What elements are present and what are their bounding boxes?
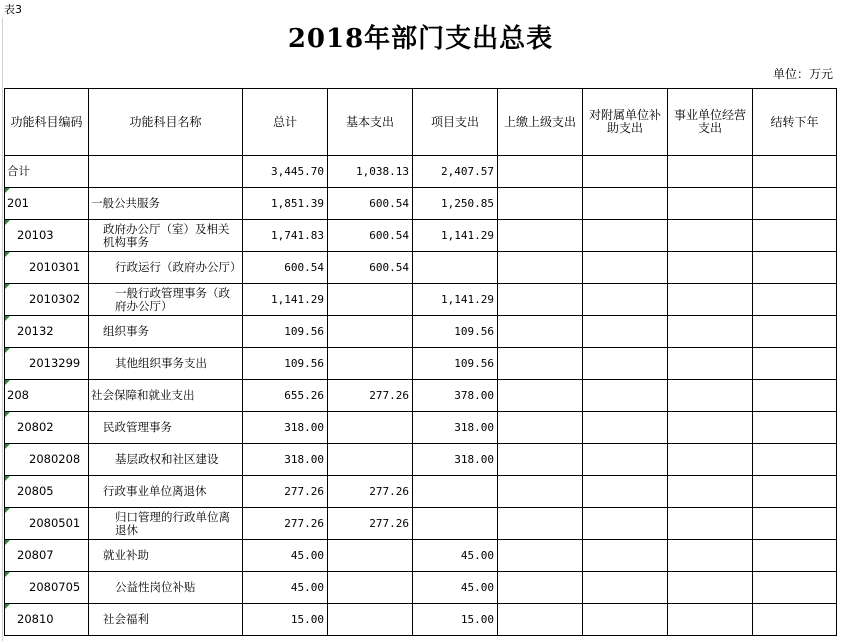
upper-cell xyxy=(498,508,583,540)
total-cell: 655.26 xyxy=(243,380,328,412)
total-cell: 318.00 xyxy=(243,444,328,476)
project-cell: 45.00 xyxy=(413,572,498,604)
carryover-cell xyxy=(753,508,837,540)
operation-cell xyxy=(668,572,753,604)
cell-marker-icon xyxy=(5,252,10,257)
project-cell: 2,407.57 xyxy=(413,156,498,188)
operation-cell xyxy=(668,284,753,316)
upper-cell xyxy=(498,380,583,412)
upper-cell xyxy=(498,604,583,636)
table-row xyxy=(5,252,837,284)
carryover-cell xyxy=(753,604,837,636)
operation-cell xyxy=(668,444,753,476)
name-cell: 基层政权和社区建设 xyxy=(89,444,243,476)
operation-cell xyxy=(668,604,753,636)
sheet-label: 表3 xyxy=(4,3,22,16)
subsidy-cell xyxy=(583,188,668,220)
code-cell: 2080208 xyxy=(5,444,89,476)
code-cell: 合计 xyxy=(5,156,89,188)
cell-marker-icon xyxy=(5,540,10,545)
carryover-cell xyxy=(753,540,837,572)
page-title: 2018年部门支出总表 xyxy=(287,24,554,54)
name-cell: 行政事业单位离退休 xyxy=(89,476,243,508)
name-cell: 归口管理的行政单位离退休 xyxy=(89,508,243,540)
subsidy-cell xyxy=(583,252,668,284)
operation-cell xyxy=(668,540,753,572)
header-carryover: 结转下年 xyxy=(753,89,837,156)
table-row xyxy=(5,572,837,604)
basic-cell: 277.26 xyxy=(328,508,413,540)
carryover-cell xyxy=(753,252,837,284)
basic-cell xyxy=(328,540,413,572)
table-row xyxy=(5,156,837,188)
subsidy-cell xyxy=(583,220,668,252)
total-cell: 3,445.70 xyxy=(243,156,328,188)
unit-label: 单位：万元 xyxy=(772,67,833,81)
subsidy-cell xyxy=(583,284,668,316)
cell-marker-icon xyxy=(5,284,10,289)
basic-cell xyxy=(328,412,413,444)
cell-marker-icon xyxy=(5,444,10,449)
subsidy-cell xyxy=(583,572,668,604)
operation-cell xyxy=(668,380,753,412)
project-cell: 15.00 xyxy=(413,604,498,636)
table-row xyxy=(5,188,837,220)
basic-cell: 277.26 xyxy=(328,380,413,412)
basic-cell xyxy=(328,572,413,604)
basic-cell xyxy=(328,316,413,348)
code-cell: 2080501 xyxy=(5,508,89,540)
total-cell: 1,851.39 xyxy=(243,188,328,220)
code-cell: 208 xyxy=(5,380,89,412)
name-cell: 一般公共服务 xyxy=(89,188,243,220)
total-cell: 277.26 xyxy=(243,476,328,508)
name-cell: 政府办公厅（室）及相关机构事务 xyxy=(89,220,243,252)
table-header-row xyxy=(5,89,837,156)
upper-cell xyxy=(498,156,583,188)
code-cell: 2080705 xyxy=(5,572,89,604)
name-cell: 其他组织事务支出 xyxy=(89,348,243,380)
subsidy-cell xyxy=(583,508,668,540)
basic-cell xyxy=(328,284,413,316)
upper-cell xyxy=(498,348,583,380)
upper-cell xyxy=(498,252,583,284)
cell-marker-icon xyxy=(5,604,10,609)
subsidy-cell xyxy=(583,380,668,412)
table-row xyxy=(5,540,837,572)
name-cell: 社会福利 xyxy=(89,604,243,636)
carryover-cell xyxy=(753,380,837,412)
table-row xyxy=(5,476,837,508)
upper-cell xyxy=(498,284,583,316)
operation-cell xyxy=(668,252,753,284)
upper-cell xyxy=(498,476,583,508)
project-cell: 1,141.29 xyxy=(413,284,498,316)
subsidy-cell xyxy=(583,316,668,348)
basic-cell: 600.54 xyxy=(328,252,413,284)
cell-marker-icon xyxy=(5,316,10,321)
operation-cell xyxy=(668,348,753,380)
basic-cell xyxy=(328,604,413,636)
total-cell: 318.00 xyxy=(243,412,328,444)
code-cell: 20802 xyxy=(5,412,89,444)
cell-marker-icon xyxy=(5,412,10,417)
upper-cell xyxy=(498,412,583,444)
code-cell: 20132 xyxy=(5,316,89,348)
subsidy-cell xyxy=(583,348,668,380)
code-cell: 2013299 xyxy=(5,348,89,380)
name-cell: 公益性岗位补贴 xyxy=(89,572,243,604)
total-cell: 109.56 xyxy=(243,316,328,348)
upper-cell xyxy=(498,220,583,252)
table-row xyxy=(5,316,837,348)
project-cell: 109.56 xyxy=(413,348,498,380)
name-cell: 组织事务 xyxy=(89,316,243,348)
code-cell: 20807 xyxy=(5,540,89,572)
subsidy-cell xyxy=(583,476,668,508)
subsidy-cell xyxy=(583,540,668,572)
subsidy-cell xyxy=(583,444,668,476)
upper-cell xyxy=(498,540,583,572)
code-cell: 2010301 xyxy=(5,252,89,284)
cell-marker-icon xyxy=(5,572,10,577)
cell-marker-icon xyxy=(5,348,10,353)
subsidy-cell xyxy=(583,412,668,444)
code-cell: 2010302 xyxy=(5,284,89,316)
carryover-cell xyxy=(753,316,837,348)
project-cell xyxy=(413,508,498,540)
project-cell xyxy=(413,476,498,508)
total-cell: 1,741.83 xyxy=(243,220,328,252)
cell-marker-icon xyxy=(5,508,10,513)
carryover-cell xyxy=(753,156,837,188)
project-cell: 109.56 xyxy=(413,316,498,348)
carryover-cell xyxy=(753,348,837,380)
carryover-cell xyxy=(753,220,837,252)
cell-marker-icon xyxy=(5,220,10,225)
code-cell: 20805 xyxy=(5,476,89,508)
operation-cell xyxy=(668,156,753,188)
upper-cell xyxy=(498,188,583,220)
table-row xyxy=(5,348,837,380)
project-cell: 378.00 xyxy=(413,380,498,412)
table-row xyxy=(5,284,837,316)
basic-cell: 600.54 xyxy=(328,220,413,252)
header-basic: 基本支出 xyxy=(328,89,413,156)
header-project: 项目支出 xyxy=(413,89,498,156)
carryover-cell xyxy=(753,284,837,316)
carryover-cell xyxy=(753,412,837,444)
code-cell: 20103 xyxy=(5,220,89,252)
project-cell: 318.00 xyxy=(413,412,498,444)
code-cell: 201 xyxy=(5,188,89,220)
name-cell: 行政运行（政府办公厅） xyxy=(89,252,243,284)
operation-cell xyxy=(668,476,753,508)
operation-cell xyxy=(668,188,753,220)
header-operation: 事业单位经营支出 xyxy=(668,89,753,156)
basic-cell xyxy=(328,348,413,380)
name-cell: 民政管理事务 xyxy=(89,412,243,444)
table-row xyxy=(5,508,837,540)
header-upper: 上缴上级支出 xyxy=(498,89,583,156)
expenditure-table xyxy=(4,88,837,636)
cell-marker-icon xyxy=(5,476,10,481)
project-cell xyxy=(413,252,498,284)
subsidy-cell xyxy=(583,156,668,188)
operation-cell xyxy=(668,508,753,540)
upper-cell xyxy=(498,444,583,476)
sheet-left-edge xyxy=(2,18,3,641)
header-code: 功能科目编码 xyxy=(5,89,89,156)
table-row xyxy=(5,380,837,412)
project-cell: 1,141.29 xyxy=(413,220,498,252)
project-cell: 45.00 xyxy=(413,540,498,572)
subsidy-cell xyxy=(583,604,668,636)
carryover-cell xyxy=(753,188,837,220)
cell-marker-icon xyxy=(5,380,10,385)
operation-cell xyxy=(668,412,753,444)
total-cell: 15.00 xyxy=(243,604,328,636)
total-cell: 45.00 xyxy=(243,572,328,604)
total-cell: 277.26 xyxy=(243,508,328,540)
total-cell: 600.54 xyxy=(243,252,328,284)
basic-cell: 277.26 xyxy=(328,476,413,508)
operation-cell xyxy=(668,316,753,348)
header-total: 总计 xyxy=(243,89,328,156)
carryover-cell xyxy=(753,476,837,508)
table-row xyxy=(5,220,837,252)
basic-cell: 600.54 xyxy=(328,188,413,220)
table-row xyxy=(5,604,837,636)
table-row xyxy=(5,444,837,476)
total-cell: 1,141.29 xyxy=(243,284,328,316)
name-cell xyxy=(89,156,243,188)
code-cell: 20810 xyxy=(5,604,89,636)
name-cell: 一般行政管理事务（政府办公厅） xyxy=(89,284,243,316)
carryover-cell xyxy=(753,444,837,476)
cell-marker-icon xyxy=(5,188,10,193)
operation-cell xyxy=(668,220,753,252)
header-subsidy: 对附属单位补助支出 xyxy=(583,89,668,156)
header-name: 功能科目名称 xyxy=(89,89,243,156)
name-cell: 就业补助 xyxy=(89,540,243,572)
project-cell: 1,250.85 xyxy=(413,188,498,220)
name-cell: 社会保障和就业支出 xyxy=(89,380,243,412)
total-cell: 45.00 xyxy=(243,540,328,572)
upper-cell xyxy=(498,572,583,604)
upper-cell xyxy=(498,316,583,348)
table-row xyxy=(5,412,837,444)
basic-cell: 1,038.13 xyxy=(328,156,413,188)
basic-cell xyxy=(328,444,413,476)
carryover-cell xyxy=(753,572,837,604)
project-cell: 318.00 xyxy=(413,444,498,476)
total-cell: 109.56 xyxy=(243,348,328,380)
